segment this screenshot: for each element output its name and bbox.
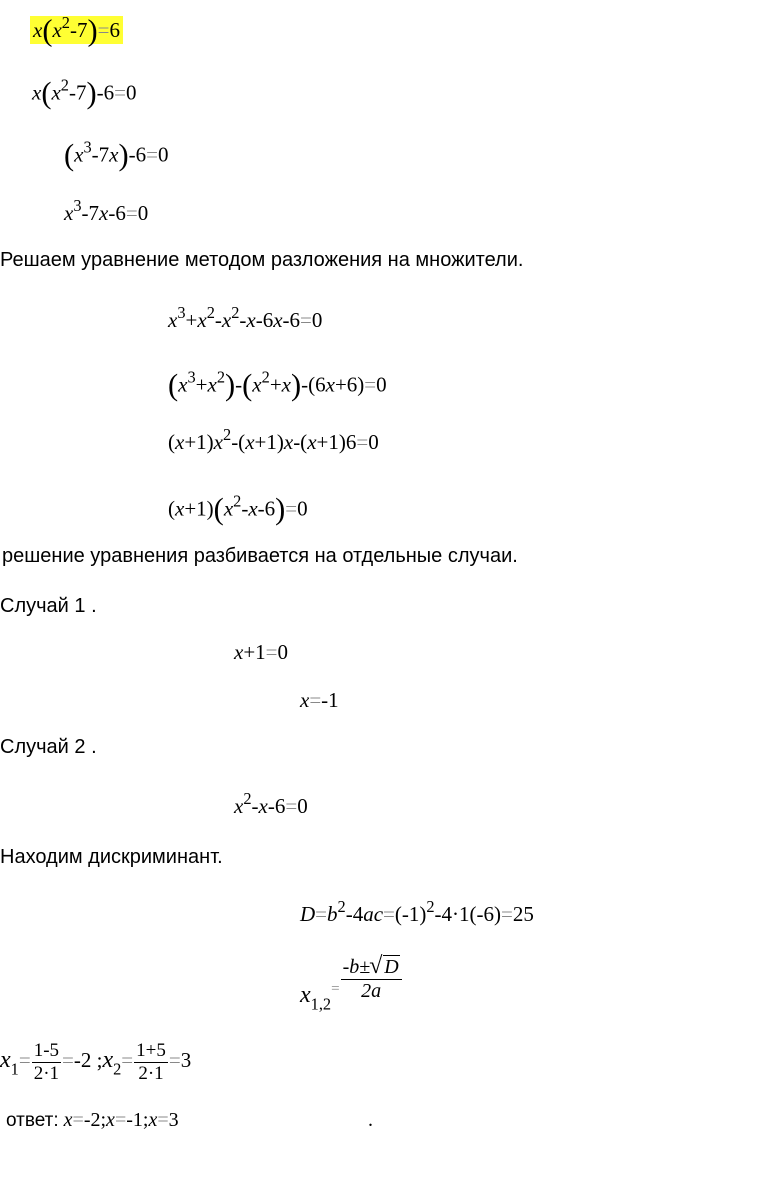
- equation-case1-a: x+1=0: [234, 640, 289, 664]
- x1-fraction: [32, 1040, 61, 1085]
- equation-roots-values: $x_1=$ $\frac{1-5}{2\cdot 1}$ =-2 $;x_2=$ $\frac{1+5}{2\cdot 1}$ =3: [0, 1040, 192, 1084]
- answer-line: ответ: x=-2;x=-1;x=3: [6, 1109, 179, 1131]
- roots-denominator: 2a: [361, 980, 382, 1002]
- equation-roots-formula: $x_{1,2}^=$ -b± √ D 2a: [300, 956, 403, 1007]
- sqrt-d: [369, 953, 399, 979]
- equation-factor-3: $(x+1)x^2-(x+1)x-(x+1)6=0$: [168, 425, 379, 454]
- x2-numerator: 1+5: [136, 1040, 166, 1061]
- answer-label: ответ:: [6, 1110, 59, 1131]
- equation-original-highlighted: $x(x^2-7)=6$: [30, 16, 123, 46]
- x1-denominator: 2·1: [33, 1062, 60, 1084]
- equation-discriminant: $D=b^2-4ac=(-1)^2-4\cdot 1(-6)=25$: [300, 897, 534, 926]
- text-case-1: Случай 1 .: [0, 595, 97, 617]
- text-case-2: Случай 2 .: [0, 736, 97, 758]
- radical-sign-icon: √: [369, 953, 383, 979]
- x2-fraction: [134, 1040, 168, 1085]
- x1-numerator: 1-5: [33, 1040, 60, 1061]
- equation-step-2: $(x^3-7x)-6=0$: [64, 137, 169, 172]
- text-factoring-method: Решаем уравнение методом разложения на множители.: [0, 249, 524, 271]
- answer-trailing-dot: .: [368, 1109, 373, 1131]
- equation-factor-4: $(x+1)(x^2-x-6)=0$: [168, 491, 308, 526]
- equation-case1-b: x=-1: [300, 688, 339, 712]
- roots-numerator: -b±: [342, 956, 371, 978]
- equation-factor-1: $x^3+x^2-x^2-x-6x-6=0$: [168, 303, 323, 332]
- text-cases-intro: решение уравнения разбивается на отдельные случаи.: [2, 545, 518, 567]
- roots-fraction: [341, 953, 402, 1003]
- equation-case2: $x^2-x-6=0$: [234, 789, 308, 818]
- text-discriminant: Находим дискриминант.: [0, 846, 223, 868]
- sqrt-argument: D: [384, 956, 399, 978]
- equation-step-3: $x^3-7x-6=0$: [64, 196, 149, 225]
- equation-step-1: $x(x^2-7)-6=0$: [32, 75, 137, 110]
- x2-denominator: 2·1: [138, 1062, 164, 1084]
- equation-factor-2: $(x^3+x^2)-(x^2+x)-(6x+6)=0$: [168, 367, 387, 402]
